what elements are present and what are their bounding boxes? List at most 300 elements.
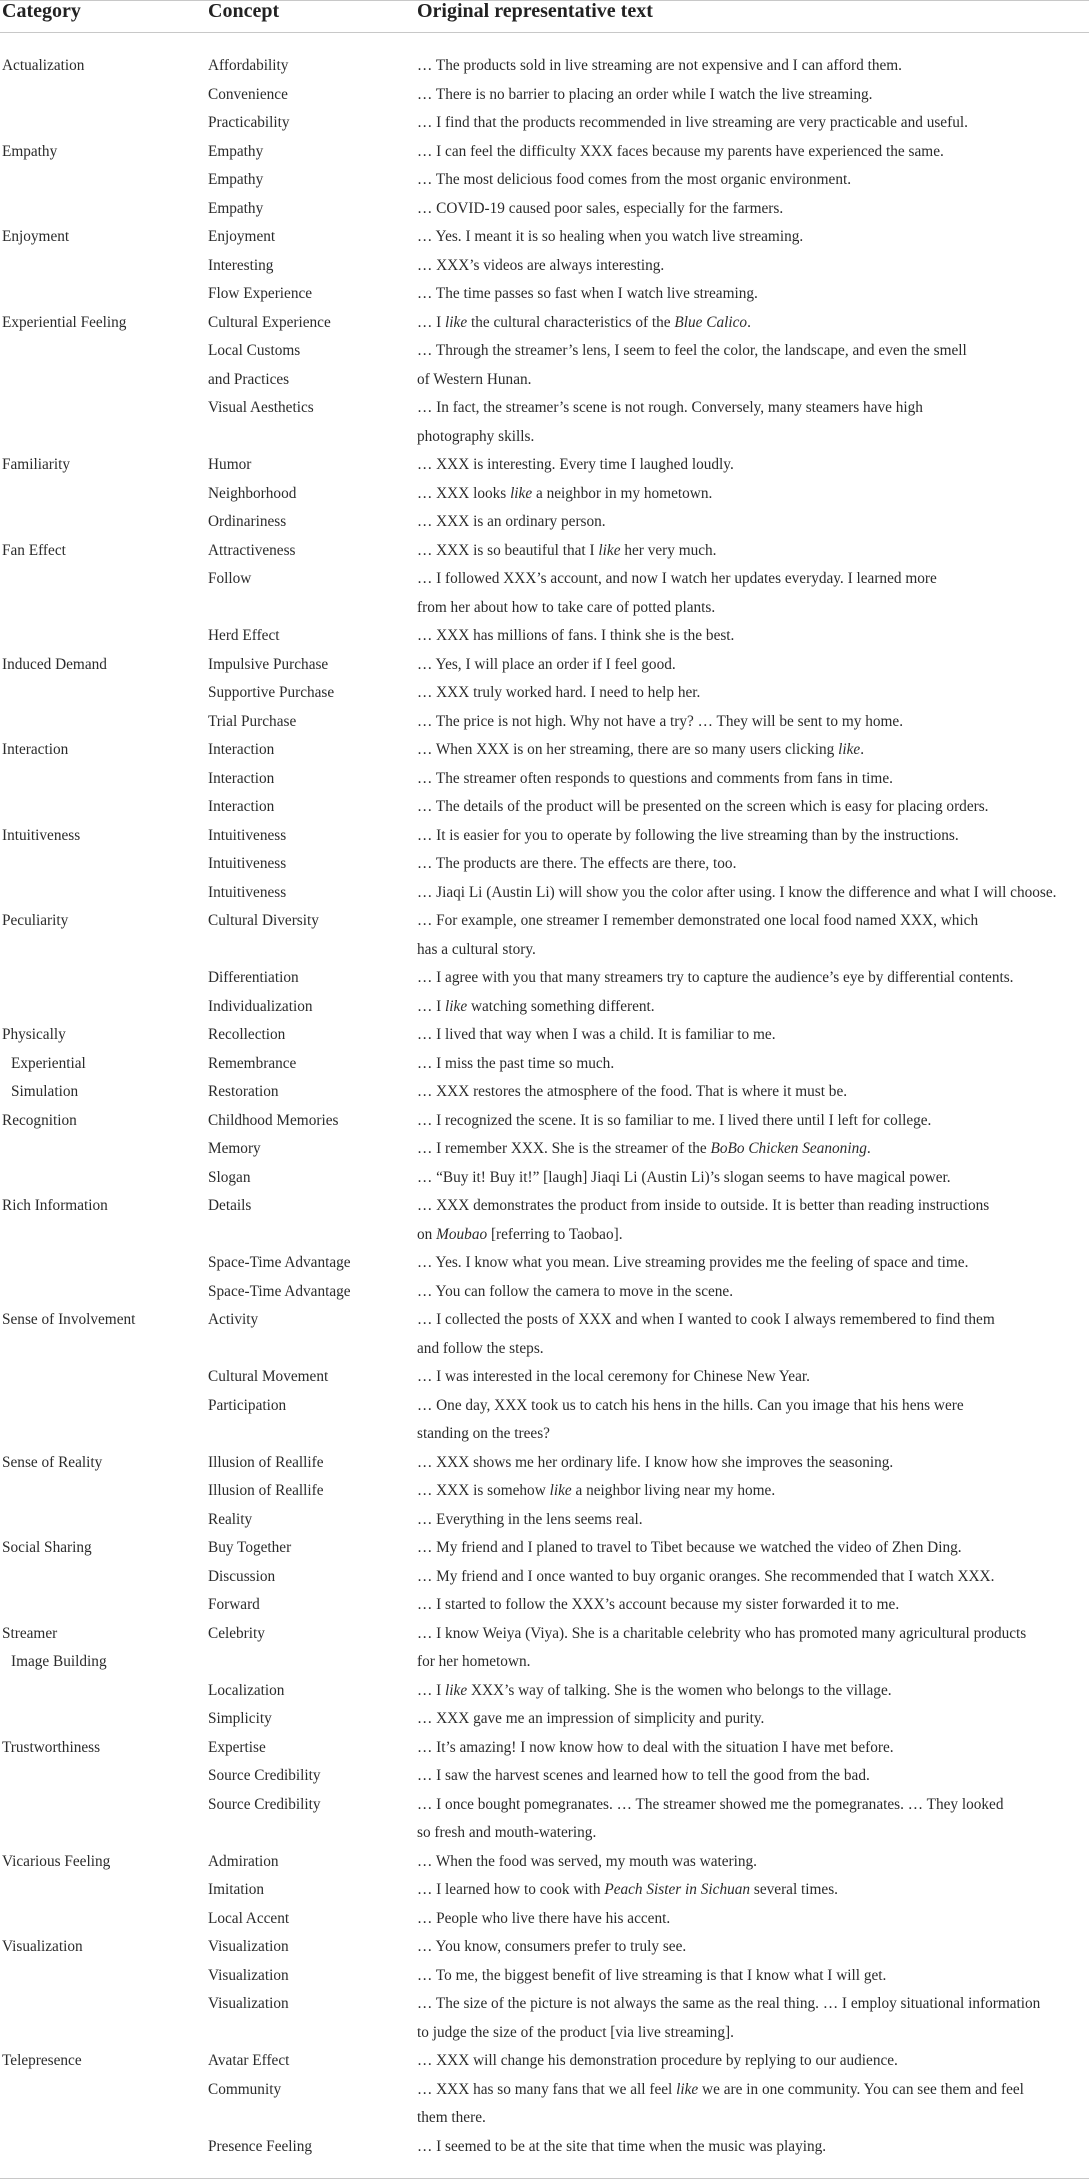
text-cell [417, 1591, 1087, 1620]
text-line: … I like the cultural characteristics of the Blue Calico. [417, 313, 751, 331]
text-cell [417, 1762, 1087, 1791]
concept-line: Illusion of Reallife [208, 1453, 324, 1471]
category-line: Actualization [2, 57, 85, 74]
concept-line: Interaction [208, 769, 275, 787]
concept-cell [208, 1876, 408, 1905]
text-cell [417, 1050, 1087, 1079]
table-row [0, 1363, 1089, 1392]
table-row [0, 1876, 1089, 1905]
concept-line: Affordability [208, 57, 289, 74]
concept-cell [208, 52, 408, 81]
category-line: Visualization [2, 1938, 83, 1955]
concept-cell [208, 1762, 408, 1791]
text-line: … For example, one streamer I remember demonstrated one local food named XXX, which [417, 912, 979, 929]
text-line: for her hometown. [417, 1653, 531, 1670]
concept-line: Differentiation [208, 969, 299, 986]
concept-cell [208, 1962, 408, 1991]
text-cell [417, 1933, 1087, 1962]
text-cell [417, 793, 1087, 822]
table-row [0, 822, 1089, 851]
concept-line: Presence Feeling [208, 2137, 313, 2155]
concept-line: Avatar Effect [208, 2052, 290, 2069]
text-line: … XXX will change his demonstration procedure by replying to our audience. [417, 2052, 898, 2069]
concept-line: Empathy [208, 142, 264, 160]
category-cell [2, 451, 202, 480]
category-line: Telepresence [2, 2052, 82, 2069]
concept-cell [208, 1278, 408, 1307]
text-line: … I like XXX’s way of talking. She is the women who belongs to the village. [417, 1681, 892, 1699]
table-row [0, 1905, 1089, 1934]
text-line: … I was interested in the local ceremony for Chinese New Year. [417, 1368, 810, 1385]
concept-cell [208, 2133, 408, 2162]
concept-line: Admiration [208, 1852, 279, 1870]
text-cell [417, 81, 1087, 110]
concept-cell [208, 1990, 408, 2019]
category-line: Fan Effect [2, 541, 66, 559]
concept-cell [208, 1848, 408, 1877]
text-cell [417, 1477, 1087, 1506]
text-cell [417, 223, 1087, 252]
concept-cell [208, 223, 408, 252]
category-cell [2, 1933, 202, 1962]
category-cell [2, 1534, 202, 1563]
concept-cell [208, 1705, 408, 1734]
text-line: … It is easier for you to operate by following the live streaming than by the instructions. [417, 826, 959, 844]
concept-cell [208, 480, 408, 509]
text-cell [417, 337, 1087, 394]
text-line: … XXX is somehow like a neighbor living near my home. [417, 1482, 776, 1499]
text-line: … You know, consumers prefer to truly see. [417, 1938, 687, 1955]
text-cell [417, 1791, 1087, 1848]
text-line: … I recognized the scene. It is so familiar to me. I lived there until I left for college. [417, 1111, 932, 1129]
text-line: … One day, XXX took us to catch his hens in the hills. Can you image that his hens were [417, 1396, 964, 1414]
text-line: … The most delicious food comes from the most organic environment. [417, 171, 852, 188]
text-line: … XXX demonstrates the product from inside to outside. It is better than reading instructions [417, 1197, 990, 1214]
table-row [0, 138, 1089, 167]
text-line: … To me, the biggest benefit of live streaming is that I know what I will get. [417, 1966, 887, 1984]
table-row [0, 309, 1089, 338]
category-line: Physically [2, 1026, 66, 1043]
concept-line: Expertise [208, 1738, 266, 1756]
table-row [0, 1848, 1089, 1877]
concept-cell [208, 2076, 408, 2105]
text-line: … The time passes so fast when I watch live streaming. [417, 285, 758, 302]
concept-line: Intuitiveness [208, 826, 287, 844]
table-row [0, 1078, 1089, 1107]
table-row [0, 508, 1089, 537]
text-line: … The price is not high. Why not have a try? … They will be sent to my home. [417, 712, 904, 730]
category-line: Trustworthiness [2, 1738, 101, 1756]
concept-cell [208, 1392, 408, 1421]
text-cell [417, 309, 1087, 338]
table-row [0, 1534, 1089, 1563]
table-row [0, 1791, 1089, 1848]
table-row [0, 1050, 1089, 1079]
text-cell [417, 1848, 1087, 1877]
concept-line: Visualization [208, 1995, 289, 2012]
concept-line: Activity [208, 1311, 259, 1328]
category-cell [2, 907, 202, 936]
text-line: … XXX has millions of fans. I think she is the best. [417, 627, 735, 644]
text-cell [417, 1363, 1087, 1392]
concept-cell [208, 1933, 408, 1962]
concept-line: Memory [208, 1140, 261, 1157]
concept-cell [208, 1677, 408, 1706]
concept-cell [208, 1791, 408, 1820]
category-cell [2, 1021, 202, 1050]
table-row [0, 109, 1089, 138]
concept-cell [208, 252, 408, 281]
concept-cell [208, 1107, 408, 1136]
concept-line: Enjoyment [208, 228, 276, 245]
concept-line: Local Accent [208, 1909, 290, 1927]
category-cell [2, 1306, 202, 1335]
concept-cell [208, 109, 408, 138]
text-line: … I learned how to cook with Peach Sister in Sichuan several times. [417, 1881, 838, 1898]
table-row [0, 394, 1089, 451]
concept-line: Trial Purchase [208, 712, 297, 730]
category-line: Rich Information [2, 1197, 108, 1214]
table-row [0, 765, 1089, 794]
concept-cell [208, 138, 408, 167]
concept-line: Visual Aesthetics [208, 399, 314, 416]
text-line: … XXX shows me her ordinary life. I know how she improves the seasoning. [417, 1453, 894, 1471]
category-line: Image Building [11, 1653, 107, 1670]
category-line: Intuitiveness [2, 826, 81, 844]
concept-line: Visualization [208, 1938, 289, 1955]
text-line: … The products are there. The effects are there, too. [417, 855, 737, 872]
text-line: … I can feel the difficulty XXX faces because my parents have experienced the same. [417, 142, 944, 160]
table-row [0, 1990, 1089, 2047]
text-cell [417, 394, 1087, 451]
text-line: … “Buy it! Buy it!” [laugh] Jiaqi Li (Austin Li)’s slogan seems to have magical power. [417, 1168, 951, 1186]
text-line: … I like watching something different. [417, 997, 655, 1015]
table-row [0, 1734, 1089, 1763]
text-cell [417, 993, 1087, 1022]
concept-cell [208, 1135, 408, 1164]
concept-line: Local Customs [208, 342, 301, 359]
text-cell [417, 1620, 1087, 1677]
concept-line: Space-Time Advantage [208, 1282, 351, 1300]
concept-cell [208, 195, 408, 224]
concept-line: Source Credibility [208, 1767, 321, 1784]
category-line: Empathy [2, 142, 58, 160]
category-line: Induced Demand [2, 655, 107, 673]
text-line: … Yes. I meant it is so healing when you watch live streaming. [417, 228, 804, 245]
table-row [0, 679, 1089, 708]
table-row [0, 252, 1089, 281]
concept-line: Childhood Memories [208, 1111, 339, 1129]
header-concept: Concept [208, 0, 280, 22]
text-cell [417, 1563, 1087, 1592]
concept-line: Participation [208, 1396, 287, 1414]
text-cell [417, 2076, 1087, 2133]
text-cell [417, 1705, 1087, 1734]
table-row [0, 736, 1089, 765]
category-cell [2, 309, 202, 338]
concept-line: Remembrance [208, 1054, 297, 1072]
concept-line: Individualization [208, 997, 313, 1015]
text-cell [417, 2047, 1087, 2076]
table-row [0, 1705, 1089, 1734]
concept-cell [208, 907, 408, 936]
text-cell [417, 1962, 1087, 1991]
category-cell [2, 138, 202, 167]
text-line: … I collected the posts of XXX and when I wanted to cook I always remembered to find them [417, 1311, 995, 1328]
concept-line: Herd Effect [208, 627, 280, 644]
concept-cell [208, 622, 408, 651]
table-row [0, 622, 1089, 651]
category-line: Recognition [2, 1111, 77, 1129]
concept-cell [208, 1477, 408, 1506]
text-cell [417, 1306, 1087, 1363]
text-cell [417, 480, 1087, 509]
concept-line: Slogan [208, 1168, 251, 1186]
concept-line: Localization [208, 1681, 285, 1699]
table-row [0, 1762, 1089, 1791]
table-row [0, 651, 1089, 680]
text-line: … XXX truly worked hard. I need to help her. [417, 684, 701, 701]
table-row [0, 1591, 1089, 1620]
concept-cell [208, 679, 408, 708]
text-line: … I lived that way when I was a child. It is familiar to me. [417, 1026, 776, 1043]
text-line: … Through the streamer’s lens, I seem to feel the color, the landscape, and even the smell [417, 342, 967, 359]
concept-cell [208, 565, 408, 594]
text-cell [417, 765, 1087, 794]
table-row [0, 1962, 1089, 1991]
concept-line: Practicability [208, 114, 290, 131]
concept-line: Supportive Purchase [208, 684, 335, 701]
concept-line: Interaction [208, 798, 275, 815]
text-line: … I find that the products recommended in live streaming are very practicable and useful. [417, 114, 968, 131]
table-row [0, 280, 1089, 309]
text-line: … Yes, I will place an order if I feel good. [417, 655, 676, 673]
text-line: … Yes. I know what you mean. Live streaming provides me the feeling of space and time. [417, 1254, 969, 1271]
concept-line: Impulsive Purchase [208, 655, 329, 673]
concept-line: Attractiveness [208, 541, 296, 559]
table-row [0, 1278, 1089, 1307]
text-line: … I agree with you that many streamers try to capture the audience’s eye by differential contents. [417, 969, 1014, 986]
table-row [0, 2133, 1089, 2162]
text-cell [417, 1534, 1087, 1563]
text-cell [417, 1164, 1087, 1193]
text-cell [417, 679, 1087, 708]
table-row [0, 451, 1089, 480]
text-line: photography skills. [417, 427, 535, 445]
text-line: … Jiaqi Li (Austin Li) will show you the color after using. I know the difference and what I will choose. [417, 883, 1057, 901]
text-line: … There is no barrier to placing an order while I watch the live streaming. [417, 85, 873, 103]
text-cell [417, 1392, 1087, 1449]
table-row [0, 52, 1089, 81]
text-line: … When the food was served, my mouth was watering. [417, 1852, 757, 1870]
category-cell [2, 1078, 202, 1107]
concept-line: Flow Experience [208, 285, 313, 302]
text-line: … XXX is interesting. Every time I laughed loudly. [417, 456, 734, 473]
concept-line: Empathy [208, 199, 264, 217]
table-bottom-rule [0, 2178, 1089, 2179]
concept-line: Simplicity [208, 1710, 272, 1727]
table-row [0, 1192, 1089, 1249]
table-row [0, 879, 1089, 908]
text-cell [417, 651, 1087, 680]
category-cell [2, 1107, 202, 1136]
category-line: Experiential Feeling [2, 313, 127, 331]
table-row [0, 1620, 1089, 1677]
concept-cell [208, 1363, 408, 1392]
text-line: on Moubao [referring to Taobao]. [417, 1225, 623, 1243]
text-cell [417, 1449, 1087, 1478]
text-cell [417, 252, 1087, 281]
concept-line: Intuitiveness [208, 883, 287, 901]
text-line: … Everything in the lens seems real. [417, 1510, 643, 1528]
category-cell [2, 1734, 202, 1763]
text-line: … It’s amazing! I now know how to deal with the situation I have met before. [417, 1738, 894, 1756]
concept-line: Interesting [208, 256, 274, 274]
category-cell [2, 1620, 202, 1677]
concept-line: Neighborhood [208, 484, 297, 502]
text-cell [417, 1990, 1087, 2047]
text-line: … People who live there have his accent. [417, 1909, 671, 1927]
concept-line: Details [208, 1197, 252, 1214]
category-cell [2, 2047, 202, 2076]
table-row [0, 1107, 1089, 1136]
text-line: standing on the trees? [417, 1425, 550, 1442]
table-row [0, 337, 1089, 394]
concept-cell [208, 993, 408, 1022]
category-cell [2, 537, 202, 566]
concept-line: Interaction [208, 741, 275, 758]
text-cell [417, 1905, 1087, 1934]
concept-cell [208, 1591, 408, 1620]
text-line: to judge the size of the product [via live streaming]. [417, 2023, 734, 2041]
concept-line: Reality [208, 1510, 253, 1528]
text-line: … My friend and I planed to travel to Tibet because we watched the video of Zhen Ding. [417, 1539, 962, 1556]
concept-cell [208, 1050, 408, 1079]
category-cell [2, 736, 202, 765]
text-line: … I miss the past time so much. [417, 1054, 615, 1072]
text-cell [417, 2133, 1087, 2162]
text-cell [417, 1677, 1087, 1706]
concept-cell [208, 337, 408, 394]
category-line: Interaction [2, 741, 69, 758]
text-cell [417, 964, 1087, 993]
concept-cell [208, 2047, 408, 2076]
category-line: Sense of Reality [2, 1453, 103, 1471]
concept-line: Cultural Experience [208, 313, 331, 331]
text-line: from her about how to take care of potted plants. [417, 598, 716, 616]
text-line: … XXX is an ordinary person. [417, 513, 606, 530]
category-line: Social Sharing [2, 1539, 92, 1556]
text-cell [417, 195, 1087, 224]
concept-line: Buy Together [208, 1539, 292, 1556]
concept-cell [208, 850, 408, 879]
table-row [0, 708, 1089, 737]
text-cell [417, 736, 1087, 765]
text-line: … The details of the product will be presented on the screen which is easy for placing orders. [417, 798, 989, 815]
text-line: … My friend and I once wanted to buy organic oranges. She recommended that I watch XXX. [417, 1567, 995, 1585]
text-line: … You can follow the camera to move in the scene. [417, 1282, 734, 1300]
concept-cell [208, 793, 408, 822]
category-cell [2, 651, 202, 680]
text-cell [417, 451, 1087, 480]
concept-line: Space-Time Advantage [208, 1254, 351, 1271]
concept-cell [208, 394, 408, 423]
text-line: … XXX’s videos are always interesting. [417, 256, 665, 274]
table-row [0, 993, 1089, 1022]
text-cell [417, 1192, 1087, 1249]
concept-cell [208, 822, 408, 851]
table-row [0, 1021, 1089, 1050]
text-line: … I seemed to be at the site that time when the music was playing. [417, 2137, 827, 2155]
text-line: them there. [417, 2109, 486, 2126]
concept-cell [208, 1506, 408, 1535]
category-cell [2, 1848, 202, 1877]
category-line: Familiarity [2, 456, 70, 473]
concept-cell [208, 508, 408, 537]
concept-cell [208, 280, 408, 309]
text-cell [417, 1078, 1087, 1107]
table-row [0, 1477, 1089, 1506]
concept-cell [208, 1021, 408, 1050]
concept-cell [208, 1164, 408, 1193]
concept-line: Community [208, 2080, 282, 2098]
table-row [0, 1933, 1089, 1962]
concept-cell [208, 1306, 408, 1335]
table-row [0, 480, 1089, 509]
concept-line: Recollection [208, 1026, 286, 1043]
concept-line: Illusion of Reallife [208, 1482, 324, 1499]
table-row [0, 793, 1089, 822]
text-line: … I started to follow the XXX’s account because my sister forwarded it to me. [417, 1596, 900, 1613]
category-cell [2, 1192, 202, 1221]
concept-line: Discussion [208, 1567, 276, 1585]
category-cell [2, 223, 202, 252]
text-line: … The size of the picture is not always the same as the real thing. … I employ situational information [417, 1995, 1041, 2012]
category-cell [2, 822, 202, 851]
text-line: … COVID-19 caused poor sales, especially for the farmers. [417, 199, 784, 217]
table-row [0, 907, 1089, 964]
concept-line: Celebrity [208, 1624, 265, 1642]
text-cell [417, 138, 1087, 167]
concept-cell [208, 879, 408, 908]
text-line: so fresh and mouth-watering. [417, 1824, 597, 1841]
concept-line: Cultural Diversity [208, 912, 319, 929]
text-cell [417, 907, 1087, 964]
text-line: … The streamer often responds to questions and comments from fans in time. [417, 769, 893, 787]
table-row [0, 1164, 1089, 1193]
text-cell [417, 109, 1087, 138]
text-line: … I once bought pomegranates. … The streamer showed me the pomegranates. … They looked [417, 1795, 1004, 1813]
concept-line: Visualization [208, 1966, 289, 1984]
concept-cell [208, 1563, 408, 1592]
table-row [0, 1135, 1089, 1164]
text-cell [417, 850, 1087, 879]
text-line: … The products sold in live streaming are not expensive and I can afford them. [417, 57, 902, 74]
text-line: … I remember XXX. She is the streamer of the BoBo Chicken Seanoning. [417, 1140, 871, 1157]
text-line: … I saw the harvest scenes and learned how to tell the good from the bad. [417, 1767, 870, 1784]
table-row [0, 195, 1089, 224]
concept-line: Forward [208, 1596, 260, 1613]
header-category: Category [2, 0, 81, 22]
table-row [0, 1449, 1089, 1478]
header-original-text: Original representative text [417, 0, 653, 22]
text-cell [417, 622, 1087, 651]
text-line: … XXX restores the atmosphere of the food. That is where it must be. [417, 1083, 848, 1100]
table-row [0, 1506, 1089, 1535]
table-row [0, 1249, 1089, 1278]
concept-cell [208, 1734, 408, 1763]
concept-cell [208, 166, 408, 195]
